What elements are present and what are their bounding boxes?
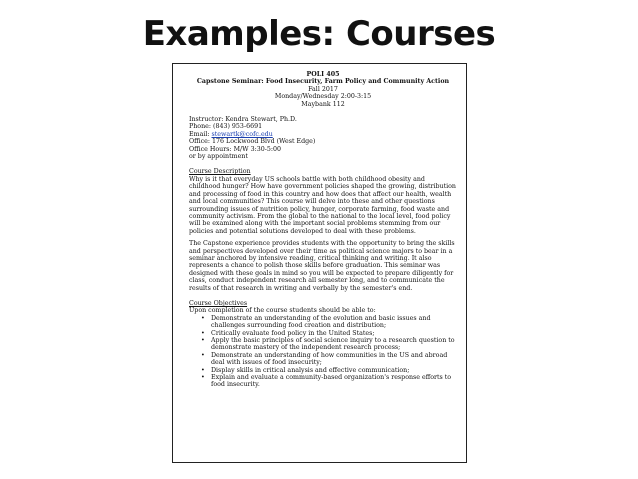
course-title: Capstone Seminar: Food Insecurity, Farm Policy and Community Action — [196, 78, 450, 86]
objectives-heading: Course Objectives — [189, 299, 248, 307]
contact-block — [189, 116, 457, 160]
appointment-line: or by appointment — [189, 153, 248, 161]
objectives-list — [189, 315, 457, 389]
office-line: Office: 176 Lockwood Blvd (West Edge) — [189, 138, 316, 146]
office-hours-line: Office Hours: M/W 3:30-5:00 — [189, 145, 282, 153]
objectives-intro: Upon completion of the course students should be able to: — [189, 307, 376, 315]
email-label: Email: — [189, 130, 212, 138]
email-link[interactable]: stewartk@cofc.edu — [211, 130, 273, 138]
description-paragraph-2: The Capstone experience provides students with the opportunity to bring the skills and perspectives developed over their time as political science majors to bear in a seminar anchored by intensive reading, critical thinking and writing. It also represents a chance to polish those skills before graduation. This seminar was designed with these goals in mind so you will be expected to prepare diligently for class, conduct independent research all semester long, and to communicate the results of that research in writing and verbally by the semester's end. — [189, 240, 455, 292]
description-paragraph-1: Why is it that everyday US schools battle with both childhood obesity and childhood hunger? How have government policies shaped the growing, distribution and processing of food in this country and how does that affect our health, wealth and local communities? This course will delve into these and other questions surrounding issues of nutrition policy, hunger, corporate farming, food waste and community activism. From the global to the national to the local level, food policy will be examined along with the important social problems stemming from our policies and potential solutions developed to deal with these problems. — [189, 175, 456, 235]
objective-item: • Demonstrate an understanding of the evolution and basic issues and challenges surrounding food creation and distribution; — [211, 315, 457, 330]
course-schedule: Monday/Wednesday 2:00-3:15 — [274, 93, 372, 101]
course-room: Maybank 112 — [301, 100, 345, 108]
course-code: POLI 405 — [306, 71, 340, 78]
description-heading: Course Description — [189, 168, 251, 176]
syllabus-document — [172, 63, 467, 463]
objective-item: • Demonstrate an understanding of how communities in the US and abroad deal with issues of food insecurity; — [211, 352, 457, 367]
instructor-line: Instructor: Kendra Stewart, Ph.D. — [189, 116, 297, 124]
course-term: Fall 2017 — [308, 85, 338, 93]
phone-line: Phone: (843) 953-6691 — [189, 123, 263, 131]
syllabus-header — [189, 71, 457, 108]
objective-item: • Apply the basic principles of social science inquiry to a research question to demonstrate mastery of the independent research process; — [211, 337, 457, 352]
slide-title: Examples: Courses — [142, 14, 496, 54]
objective-item: • Explain and evaluate a community-based organization's response efforts to food insecurity. — [211, 374, 457, 389]
email-line — [189, 131, 457, 138]
objective-item: • Display skills in critical analysis and effective communication; — [211, 367, 457, 374]
syllabus-content — [189, 71, 457, 389]
objective-item: • Critically evaluate food policy in the United States; — [211, 330, 457, 337]
